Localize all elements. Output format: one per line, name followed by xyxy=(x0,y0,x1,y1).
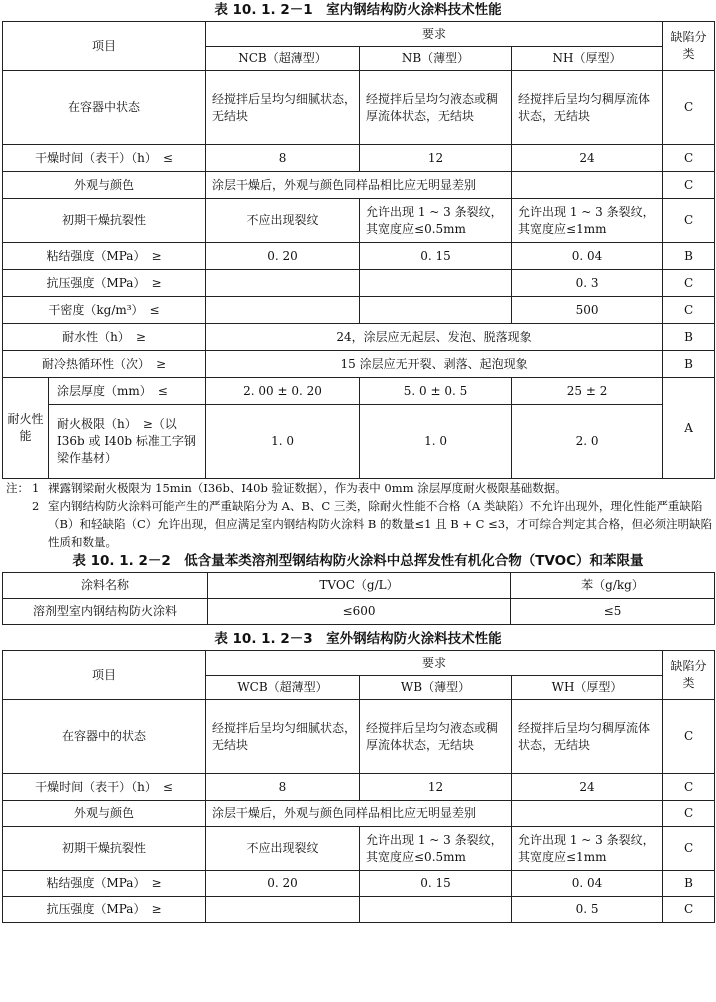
cell-defect-class: B xyxy=(663,351,715,378)
cell-ncb xyxy=(206,297,360,324)
cell-ncb: 2. 00 ± 0. 20 xyxy=(206,378,360,405)
cell-nb: 1. 0 xyxy=(360,405,512,479)
cell-nh: 25 ± 2 xyxy=(512,378,663,405)
row-label: 耐冷热循环性（次） ≥ xyxy=(3,351,206,378)
table3 xyxy=(2,650,715,923)
table2-title: 表 10. 1. 2－2 低含量苯类溶剂型钢结构防火涂料中总挥发性有机化合物（TVOC）和苯限量 xyxy=(72,553,644,569)
cell-ncb: 经搅拌后呈均匀细腻状态，无结块 xyxy=(206,71,360,145)
table1-title: 表 10. 1. 2－1 室内钢结构防火涂料技术性能 xyxy=(214,2,502,18)
cell-ncb: 0. 20 xyxy=(206,243,360,270)
cell-wb xyxy=(360,897,512,923)
row-label: 初期干燥抗裂性 xyxy=(3,827,206,871)
row-label: 在容器中状态 xyxy=(3,71,206,145)
row-label: 粘结强度（MPa） ≥ xyxy=(3,871,206,897)
cell-nh: 允许出现 1 ~ 3 条裂纹，其宽度应≤1mm xyxy=(512,199,663,243)
cell-defect-class: B xyxy=(663,324,715,351)
note-text: 裸露钢梁耐火极限为 15min（I36b、I40b 验证数据），作为表中 0mm 涂层厚度耐火极限基础数据。 xyxy=(48,481,567,495)
header-defect-class: 缺陷分类 xyxy=(663,651,715,700)
fire-resistance-group-label: 耐火性能 xyxy=(3,378,49,479)
cell-wh: 0. 04 xyxy=(512,871,663,897)
cell-nb: 0. 15 xyxy=(360,243,512,270)
cell-nb: 5. 0 ± 0. 5 xyxy=(360,378,512,405)
cell-wcb: 经搅拌后呈均匀细腻状态，无结块 xyxy=(206,700,360,774)
note-label: 注： xyxy=(6,481,29,495)
cell-defect-class: C xyxy=(663,801,715,827)
cell-wh: 24 xyxy=(512,774,663,801)
cell-nh: 0. 04 xyxy=(512,243,663,270)
cell-benzene: ≤5 xyxy=(511,599,715,625)
row-label: 干燥时间（表干）（h） ≤ xyxy=(3,145,206,172)
cell-wb: 0. 15 xyxy=(360,871,512,897)
header-ncb: NCB（超薄型） xyxy=(206,47,360,71)
cell-defect-class: C xyxy=(663,297,715,324)
header-name: 涂料名称 xyxy=(3,573,208,599)
header-nb: NB（薄型） xyxy=(360,47,512,71)
cell-nh: 经搅拌后呈均匀稠厚流体状态，无结块 xyxy=(512,71,663,145)
row-label: 干密度（kg/m³） ≤ xyxy=(3,297,206,324)
row-label: 外观与颜色 xyxy=(3,172,206,199)
cell-merged-value: 15 涂层应无开裂、剥落、起泡现象 xyxy=(206,351,663,378)
cell-defect-class: C xyxy=(663,172,715,199)
header-requirement: 要求 xyxy=(206,651,663,676)
row-label: 涂层厚度（mm） ≤ xyxy=(49,378,206,405)
row-label: 初期干燥抗裂性 xyxy=(3,199,206,243)
cell-wcb: 不应出现裂纹 xyxy=(206,827,360,871)
cell-defect-class: B xyxy=(663,243,715,270)
cell-defect-class: C xyxy=(663,145,715,172)
row-label: 粘结强度（MPa） ≥ xyxy=(3,243,206,270)
header-defect-class: 缺陷分类 xyxy=(663,22,715,71)
cell-ncb: 8 xyxy=(206,145,360,172)
cell-defect-class: C xyxy=(663,827,715,871)
cell-nh: 2. 0 xyxy=(512,405,663,479)
cell-ncb: 1. 0 xyxy=(206,405,360,479)
row-label: 在容器中的状态 xyxy=(3,700,206,774)
cell-ncb xyxy=(206,270,360,297)
cell-wcb: 0. 20 xyxy=(206,871,360,897)
header-nh: NH（厚型） xyxy=(512,47,663,71)
cell-merged-value: 涂层干燥后，外观与颜色同样品相比应无明显差别 xyxy=(206,172,512,199)
cell-defect-class: C xyxy=(663,270,715,297)
row-label: 外观与颜色 xyxy=(3,801,206,827)
cell-nb: 允许出现 1 ~ 3 条裂纹，其宽度应≤0.5mm xyxy=(360,199,512,243)
header-benzene: 苯（g/kg） xyxy=(511,573,715,599)
row-label: 耐火极限（h） ≥（以 I36b 或 I40b 标准工字钢梁作基材） xyxy=(49,405,206,479)
row-label: 抗压强度（MPa） ≥ xyxy=(3,897,206,923)
cell-wh: 经搅拌后呈均匀稠厚流体状态，无结块 xyxy=(512,700,663,774)
cell-wb: 12 xyxy=(360,774,512,801)
cell-merged-value: 24，涂层应无起层、发泡、脱落现象 xyxy=(206,324,663,351)
row-label: 耐水性（h） ≥ xyxy=(3,324,206,351)
cell-defect-class: C xyxy=(663,700,715,774)
note-number: 1 xyxy=(32,481,40,495)
cell-ncb: 不应出现裂纹 xyxy=(206,199,360,243)
cell-nb: 12 xyxy=(360,145,512,172)
cell-wb: 经搅拌后呈均匀液态或稠厚流体状态，无结块 xyxy=(360,700,512,774)
cell-defect-class: A xyxy=(663,378,715,479)
cell-defect-class: C xyxy=(663,774,715,801)
note-number: 2 xyxy=(32,499,40,513)
header-item: 项目 xyxy=(3,22,206,71)
cell-nh: 0. 3 xyxy=(512,270,663,297)
cell-nh: 24 xyxy=(512,145,663,172)
cell-nh: 500 xyxy=(512,297,663,324)
table3-title: 表 10. 1. 2－3 室外钢结构防火涂料技术性能 xyxy=(214,631,502,647)
cell-defect-class: C xyxy=(663,71,715,145)
cell-nb xyxy=(360,270,512,297)
cell-tvoc: ≤600 xyxy=(208,599,511,625)
cell-wh: 允许出现 1 ~ 3 条裂纹，其宽度应≤1mm xyxy=(512,827,663,871)
row-label: 抗压强度（MPa） ≥ xyxy=(3,270,206,297)
cell-wh: 0. 5 xyxy=(512,897,663,923)
cell-wh xyxy=(512,801,663,827)
cell-defect-class: B xyxy=(663,871,715,897)
header-requirement: 要求 xyxy=(206,22,663,47)
cell-nb: 经搅拌后呈均匀液态或稠厚流体状态，无结块 xyxy=(360,71,512,145)
note-text: 室内钢结构防火涂料可能产生的严重缺陷分为 A、B、C 三类，除耐火性能不合格（A 类缺陷）不允许出现外，理化性能严重缺陷（B）和轻缺陷（C）允许出现，但应满足室内钢结构防火涂料 B 的数量≤1 且 B + C ≤3，才可综合判定其合格，但必须注明缺陷性质和数量。 xyxy=(48,499,713,549)
cell-wcb: 8 xyxy=(206,774,360,801)
table2 xyxy=(2,572,715,625)
header-item: 项目 xyxy=(3,651,206,700)
cell-nh xyxy=(512,172,663,199)
cell-name: 溶剂型室内钢结构防火涂料 xyxy=(3,599,208,625)
cell-merged-value: 涂层干燥后，外观与颜色同样品相比应无明显差别 xyxy=(206,801,512,827)
row-label: 干燥时间（表干）（h） ≤ xyxy=(3,774,206,801)
cell-wb: 允许出现 1 ~ 3 条裂纹，其宽度应≤0.5mm xyxy=(360,827,512,871)
header-tvoc: TVOC（g/L） xyxy=(208,573,511,599)
table1-notes xyxy=(2,479,714,551)
cell-wcb xyxy=(206,897,360,923)
cell-nb xyxy=(360,297,512,324)
header-wb: WB（薄型） xyxy=(360,676,512,700)
table1 xyxy=(2,21,715,479)
cell-defect-class: C xyxy=(663,199,715,243)
header-wcb: WCB（超薄型） xyxy=(206,676,360,700)
cell-defect-class: C xyxy=(663,897,715,923)
header-wh: WH（厚型） xyxy=(512,676,663,700)
